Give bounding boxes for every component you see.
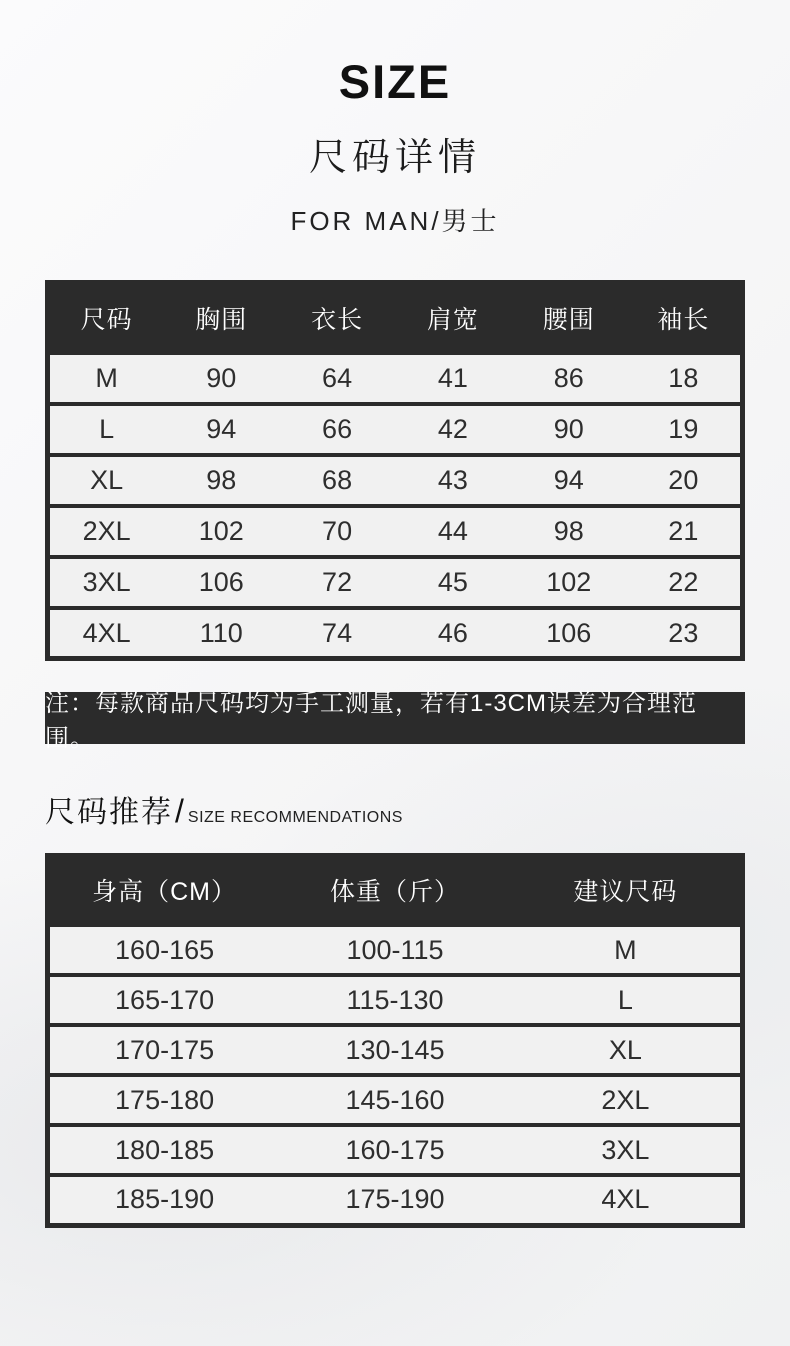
- recommendation-heading-cn: 尺码推荐: [45, 796, 173, 830]
- page-subtitle: 尺码详情: [308, 137, 481, 179]
- table-row: [48, 1175, 743, 1225]
- table-row: [48, 1125, 743, 1175]
- column-header: 尺码: [48, 283, 164, 353]
- table-cell: M: [48, 353, 164, 404]
- table-cell: 130-145: [279, 1025, 511, 1075]
- table-row: [48, 1025, 743, 1075]
- column-header: 建议尺码: [511, 855, 743, 925]
- recommendation-heading-en: SIZE RECOMMENDATIONS: [187, 809, 403, 827]
- measurement-note-text: 注：每款商品尺码均为手工测量，若有1-3CM误差为合理范围。: [45, 690, 698, 753]
- table-row: [48, 557, 743, 608]
- table-cell: 90: [163, 353, 279, 404]
- table-cell: XL: [511, 1025, 743, 1075]
- table-cell: 72: [279, 557, 395, 608]
- table-cell: 2XL: [511, 1075, 743, 1125]
- table-row: [48, 404, 743, 455]
- table-cell: 100-115: [279, 925, 511, 975]
- table-cell: 4XL: [48, 608, 164, 659]
- table-cell: 94: [163, 404, 279, 455]
- table-cell: 180-185: [48, 1125, 280, 1175]
- table-cell: 98: [511, 506, 627, 557]
- table-cell: 66: [279, 404, 395, 455]
- table-cell: 20: [627, 455, 743, 506]
- table-cell: 45: [395, 557, 511, 608]
- table-cell: 98: [163, 455, 279, 506]
- table-row: [48, 608, 743, 659]
- table-cell: 115-130: [279, 975, 511, 1025]
- table-row: [48, 506, 743, 557]
- table-cell: 21: [627, 506, 743, 557]
- column-header: 衣长: [279, 283, 395, 353]
- measurement-note-bar: [45, 690, 745, 753]
- table-cell: 170-175: [48, 1025, 280, 1075]
- table-row: [48, 353, 743, 404]
- column-header: 袖长: [627, 283, 743, 353]
- table-header-row: [48, 855, 743, 925]
- table-cell: 18: [627, 353, 743, 404]
- table-cell: 145-160: [279, 1075, 511, 1125]
- table-cell: 160-175: [279, 1125, 511, 1175]
- table-cell: L: [511, 975, 743, 1025]
- table-cell: 106: [163, 557, 279, 608]
- table-cell: 2XL: [48, 506, 164, 557]
- column-header: 身高（CM）: [48, 855, 280, 925]
- table-row: [48, 975, 743, 1025]
- table-cell: 44: [395, 506, 511, 557]
- table-cell: XL: [48, 455, 164, 506]
- column-header: 胸围: [163, 283, 279, 353]
- table-cell: 4XL: [511, 1175, 743, 1225]
- size-recommendation-table: [45, 853, 745, 1228]
- table-cell: 175-190: [279, 1175, 511, 1225]
- table-row: [48, 925, 743, 975]
- table-cell: 74: [279, 608, 395, 659]
- column-header: 肩宽: [395, 283, 511, 353]
- table-cell: M: [511, 925, 743, 975]
- column-header: 体重（斤）: [279, 855, 511, 925]
- table-cell: 70: [279, 506, 395, 557]
- table-row: [48, 1075, 743, 1125]
- column-header: 腰围: [511, 283, 627, 353]
- table-cell: 43: [395, 455, 511, 506]
- table-cell: 175-180: [48, 1075, 280, 1125]
- table-cell: 22: [627, 557, 743, 608]
- table-cell: 94: [511, 455, 627, 506]
- table-cell: 102: [511, 557, 627, 608]
- table-cell: 19: [627, 404, 743, 455]
- table-cell: 46: [395, 608, 511, 659]
- audience-label: FOR MAN/男士: [290, 205, 500, 236]
- table-cell: 41: [395, 353, 511, 404]
- table-cell: 185-190: [48, 1175, 280, 1225]
- table-cell: 3XL: [48, 557, 164, 608]
- table-cell: L: [48, 404, 164, 455]
- table-cell: 64: [279, 353, 395, 404]
- table-cell: 102: [163, 506, 279, 557]
- page-title: SIZE: [338, 55, 452, 108]
- table-cell: 68: [279, 455, 395, 506]
- table-cell: 3XL: [511, 1125, 743, 1175]
- table-cell: 165-170: [48, 975, 280, 1025]
- table-cell: 86: [511, 353, 627, 404]
- size-recommendation-heading: [45, 794, 745, 829]
- table-cell: 106: [511, 608, 627, 659]
- table-cell: 90: [511, 404, 627, 455]
- heading-slash-divider: /: [175, 793, 184, 830]
- table-cell: 42: [395, 404, 511, 455]
- table-header-row: [48, 283, 743, 353]
- table-cell: 160-165: [48, 925, 280, 975]
- table-cell: 23: [627, 608, 743, 659]
- table-row: [48, 455, 743, 506]
- size-measurement-table: [45, 280, 745, 661]
- table-cell: 110: [163, 608, 279, 659]
